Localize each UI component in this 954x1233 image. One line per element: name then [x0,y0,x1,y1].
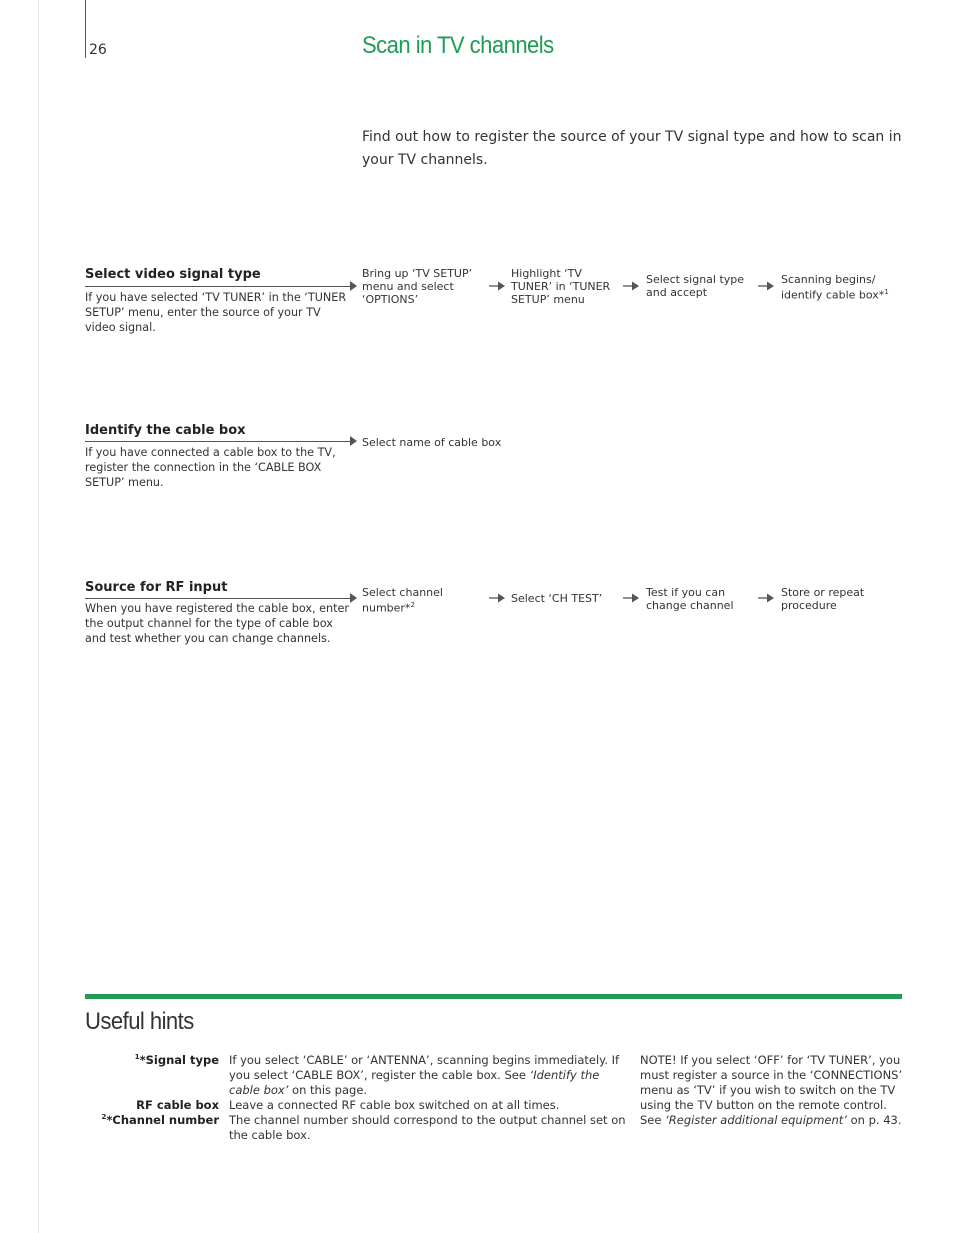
step-item: Store or repeat procedure [781,586,865,612]
step-item: Select ‘CH TEST’ [511,592,603,605]
hint-text: Leave a connected RF cable box switched on at all times. [229,1098,560,1112]
section-rule [85,286,350,287]
step-item: Bring up ‘TV SETUP’ menu and select ‘OPTIONS’ [362,267,473,306]
tv-button-label: TV [697,1098,713,1112]
step-item: Select signal type and accept [646,273,745,299]
intro-paragraph: Find out how to register the source of your TV signal type and how to scan in your TV channels. [362,129,902,168]
section-heading: Identify the cable box [85,423,246,438]
hints-title: Useful hints [85,1008,194,1035]
step-item: Select name of cable box [362,436,502,449]
step-item: Select channel number*$^2$ [362,586,443,615]
footnote-marker: 1 [884,288,889,296]
hint-text: If you select ‘CABLE’ or ‘ANTENNA’, scanning begins immediately. If you select ‘CABLE BOX’, register the cable box. See ‘Identify the cable box’ on this page. [229,1053,620,1097]
step-item: Scanning begins/ identify cable box*$^1$ [781,273,889,302]
page-number-rule [85,0,86,58]
hint-text: The channel number should correspond to the output channel set on the cable box. [229,1113,626,1142]
hint-label: $^2$*Channel number [101,1113,219,1127]
section-description: When you have registered the cable box, enter the output channel for the type of cable box and test whether you can change channels. [85,602,349,645]
hint-label: RF cable box [136,1098,219,1112]
arrow-right-icon [758,593,774,603]
section-rule [85,598,350,599]
arrow-right-icon [623,593,639,603]
section-description: If you have selected ‘TV TUNER’ in the ‘TUNER SETUP’ menu, enter the source of your TV video signal. [85,291,347,334]
page-edge-line [38,0,39,1233]
cross-reference: ‘Register additional equipment’ [665,1113,847,1127]
arrow-right-icon [758,281,774,291]
arrow-right-icon [489,281,505,291]
section-rule [85,441,350,442]
footnote-marker: 2 [410,601,415,609]
section-heading: Source for RF input [85,580,228,595]
section-description: If you have connected a cable box to the TV, register the connection in the ‘CABLE BOX SETUP’ menu. [85,446,336,489]
arrow-right-icon [489,593,505,603]
page-number: 26 [89,42,107,58]
note-paragraph: NOTE! If you select ‘OFF’ for ‘TV TUNER’, you must register a source in the ‘CONNECTIONS’ menu as ‘TV’ if you wish to switch on the TV using the TV button on the remote control. See ‘Register additional equipment’ on p. 43. [640,1053,903,1127]
section-heading: Select video signal type [85,267,261,282]
page-title: Scan in TV channels [362,32,554,59]
arrow-right-icon [623,281,639,291]
hints-divider-bar [85,994,902,999]
step-item: Test if you can change channel [646,586,734,612]
step-item: Highlight ‘TV TUNER’ in ‘TUNER SETUP’ menu [511,267,611,306]
hint-label: $^1$*Signal type [134,1053,219,1067]
